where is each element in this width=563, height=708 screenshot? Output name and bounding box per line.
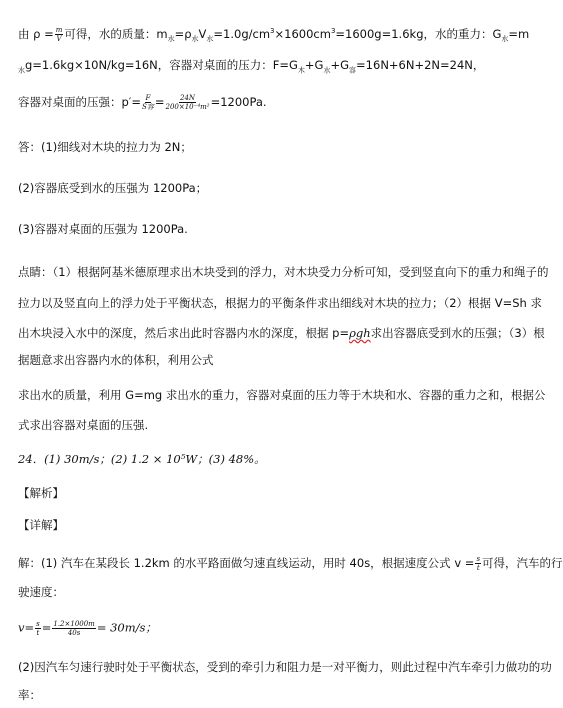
fraction-numerator: s <box>476 555 481 563</box>
solution-line <box>18 555 563 572</box>
fraction <box>475 555 481 572</box>
note-line <box>18 326 545 340</box>
subscript: 水 <box>191 35 199 44</box>
subscript: 容 <box>349 66 357 75</box>
paragraph-line <box>18 94 513 111</box>
paragraph-line <box>18 24 530 46</box>
subscript: 水 <box>501 35 509 44</box>
text: v= <box>18 620 35 635</box>
fraction-denominator: 200×10⁻⁴m² <box>165 103 210 111</box>
text: 可得，汽车的行 <box>482 556 563 570</box>
subscript: 水 <box>18 66 25 75</box>
subscript: 水 <box>167 35 175 44</box>
text: = 30m/s； <box>96 620 157 635</box>
text: = <box>154 95 165 109</box>
fraction <box>35 620 41 637</box>
fraction-numerator: m <box>55 25 63 34</box>
text: = <box>41 620 52 635</box>
text: =ρ <box>174 26 192 41</box>
fraction-denominator: 40s <box>67 629 81 637</box>
text: 出木块浸入水中的深度，然后求出此时容器内水的深度，根据 p= <box>18 326 350 340</box>
fraction-denominator: V <box>56 34 62 43</box>
text: +G <box>304 58 324 72</box>
answer-line: (3)容器对桌面的压强为 1200Pa. <box>18 222 188 236</box>
answer-line: (2)容器底受到水的压强为 1200Pa； <box>18 181 208 195</box>
subscript: 水 <box>323 66 331 75</box>
section-heading: 【详解】 <box>18 518 64 532</box>
fraction-numerator: 24N <box>180 94 196 102</box>
note-line: 式求出容器对桌面的压强. <box>18 418 149 432</box>
section-heading: 【解析】 <box>18 486 64 500</box>
fraction-denominator: S容 <box>142 103 154 111</box>
solution-line: (2)因汽车匀速行驶时处于平衡状态，受到的牵引力和阻力是一对平衡力，则此过程中汽车牵引力做功的功 <box>18 660 552 674</box>
note-line: 求出水的质量，利用 G=mg 求出水的重力，容器对桌面的压力等于木块和水、容器的重力之和，根据公 <box>18 388 546 402</box>
text: 解：(1) 汽车在某段长 1.2km 的水平路面做匀速直线运动，用时 40s，根据速度公式 v = <box>18 556 475 570</box>
solution-line <box>18 620 513 637</box>
fraction <box>142 94 154 111</box>
text: =1200Pa. <box>210 95 267 109</box>
fraction-numerator: 1.2×1000m <box>53 620 95 628</box>
formula: ρgh <box>349 326 371 340</box>
solution-line: 率： <box>18 688 41 702</box>
fraction-numerator: F <box>145 94 151 102</box>
note-line: 拉力以及竖直向上的浮力处于平衡状态，根据力的平衡条件求出细线对木块的拉力；（2）根据 V=Sh 求 <box>18 296 542 310</box>
fraction <box>55 26 64 43</box>
text: =16N+6N+2N=24N， <box>356 58 485 72</box>
subscript: 水 <box>206 35 214 44</box>
text: g=1.6kg×10N/kg=16N，容器对桌面的压力：F=G <box>25 58 298 72</box>
subscript: 木 <box>297 66 305 75</box>
text: =1600g=1.6kg，水的重力：G <box>335 26 502 41</box>
superscript: 3 <box>330 27 336 35</box>
text: 求出容器底受到水的压强；（3）根 <box>370 326 545 340</box>
paragraph-line <box>18 58 513 77</box>
text: 由 ρ = <box>18 26 54 41</box>
note-line: 点睛：（1）根据阿基米德原理求出木块受到的浮力，对木块受力分析可知，受到竖直向下的重力和绳子的 <box>18 265 549 279</box>
text: +G <box>330 58 350 72</box>
question-answer: 24．(1) 30m/s；(2) 1.2 × 10⁵W；(3) 48%。 <box>18 452 266 466</box>
fraction <box>165 94 209 111</box>
fraction-denominator: t <box>36 629 40 637</box>
text: 可得，水的质量：m <box>64 26 168 41</box>
text: 容器对桌面的压强：p′= <box>18 95 142 109</box>
text: =m <box>508 26 530 41</box>
text: =1.0g/cm <box>213 26 271 41</box>
text: V <box>198 26 207 41</box>
solution-line: 驶速度： <box>18 585 64 599</box>
answer-line: 答：(1)细线对木块的拉力为 2N； <box>18 140 192 154</box>
fraction-numerator: s <box>36 620 40 628</box>
text: ×1600cm <box>274 26 331 41</box>
note-line: 据题意求出容器内水的体积，利用公式 <box>18 353 214 367</box>
fraction <box>52 620 95 637</box>
superscript: 3 <box>270 27 275 35</box>
fraction-denominator: t <box>476 564 480 572</box>
